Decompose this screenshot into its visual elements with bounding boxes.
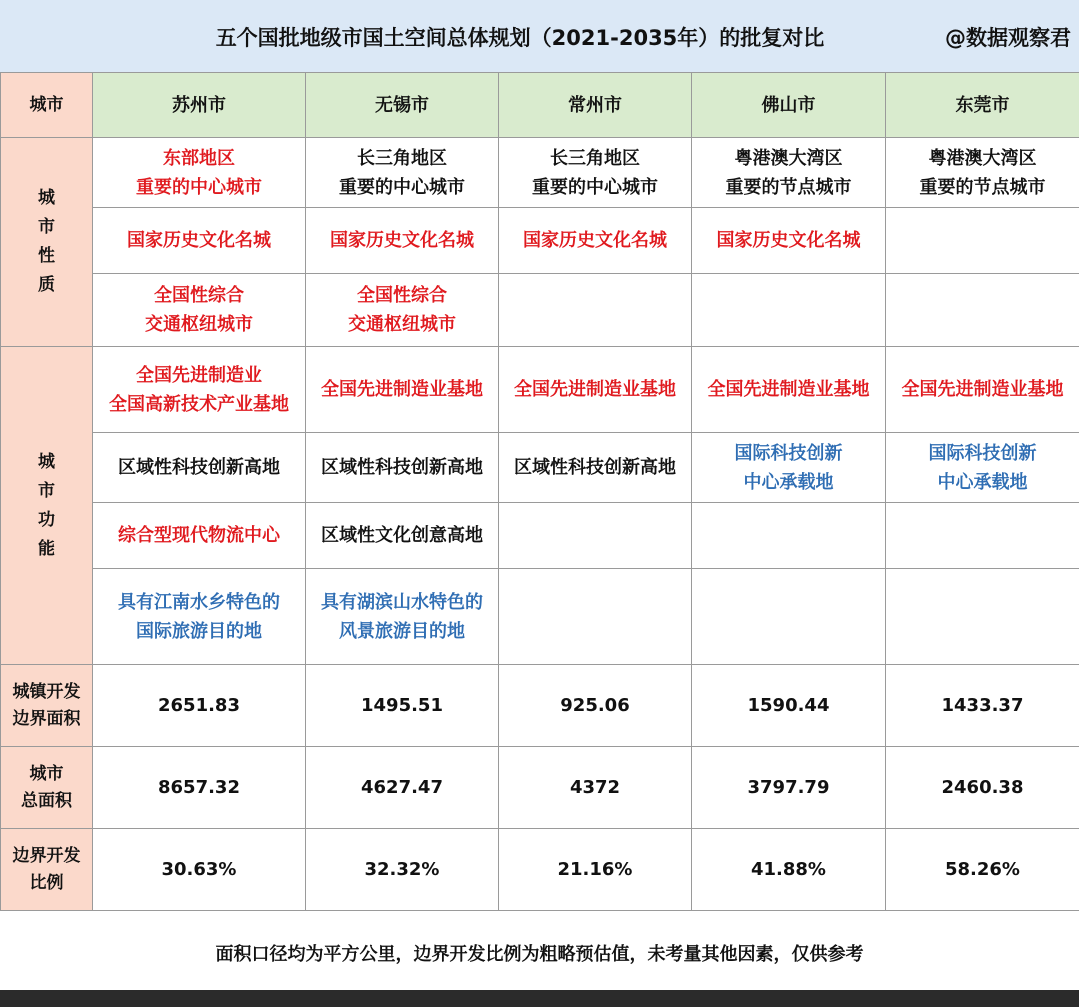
row-header-line: 边界开发 (12, 845, 81, 866)
function-cell (93, 569, 306, 665)
column-header-city: 苏州市 (93, 73, 306, 138)
function-cell-line: 区域性文化创意高地 (321, 525, 483, 546)
total-area-value: 8657.32 (93, 747, 306, 829)
column-header-city: 无锡市 (306, 73, 499, 138)
function-cell-line: 区域性科技创新高地 (514, 457, 676, 478)
nature-cell (692, 208, 886, 274)
total-area-value: 2460.38 (886, 747, 1079, 829)
function-cell-line: 风景旅游目的地 (339, 620, 465, 642)
function-cell-line: 全国先进制造业 (136, 364, 262, 386)
row-header-function-char: 能 (38, 538, 55, 559)
function-cell (306, 503, 499, 569)
nature-row (1, 208, 1079, 274)
row-header-nature-char: 市 (38, 217, 55, 237)
row-header-function-char: 市 (38, 480, 55, 501)
function-row (1, 569, 1079, 665)
nature-cell-line: 长三角地区 (357, 147, 447, 169)
nature-cell-line: 国家历史文化名城 (716, 230, 861, 251)
nature-cell-line: 长三角地区 (550, 147, 640, 169)
row-header-function-char: 城 (38, 451, 55, 472)
function-cell-line: 区域性科技创新高地 (118, 457, 280, 478)
function-cell (93, 347, 306, 433)
nature-cell-line: 重要的中心城市 (532, 176, 658, 198)
nature-cell-line: 国家历史文化名城 (523, 230, 667, 251)
function-cell-line: 具有湖滨山水特色的 (321, 591, 483, 613)
dev-boundary-row (1, 665, 1079, 747)
nature-cell (499, 274, 692, 347)
row-header-nature-char: 性 (38, 246, 55, 266)
ratio-value: 58.26% (886, 829, 1079, 911)
function-cell (692, 569, 886, 665)
function-cell-line: 全国先进制造业基地 (321, 379, 483, 400)
function-cell-line: 国际旅游目的地 (136, 620, 262, 642)
nature-cell-line: 粤港澳大湾区 (734, 147, 843, 169)
function-cell-line: 中心承载地 (743, 471, 834, 493)
footer-note: 面积口径均为平方公里，边界开发比例为粗略预估值，未考量其他因素，仅供参考 (215, 944, 864, 965)
nature-cell-line: 重要的中心城市 (136, 176, 262, 198)
dev-boundary-value: 925.06 (499, 665, 692, 747)
row-header-total-area-row (1, 747, 93, 829)
nature-cell (499, 208, 692, 274)
nature-cell-line: 国家历史文化名城 (330, 230, 474, 251)
nature-cell-line: 粤港澳大湾区 (928, 147, 1037, 169)
function-cell (306, 569, 499, 665)
function-cell-line: 综合型现代物流中心 (118, 525, 280, 546)
row-header-line: 比例 (29, 872, 64, 893)
function-cell (692, 347, 886, 433)
nature-cell (306, 208, 499, 274)
function-cell (499, 433, 692, 503)
row-header-nature (1, 138, 93, 347)
row-header-dev-boundary-row (1, 665, 93, 747)
function-row (1, 503, 1079, 569)
function-cell (886, 503, 1079, 569)
function-cell (93, 433, 306, 503)
nature-cell (692, 138, 886, 208)
row-header-function-char: 功 (38, 509, 55, 530)
nature-cell (692, 274, 886, 347)
ratio-value: 41.88% (692, 829, 886, 911)
function-cell (886, 569, 1079, 665)
function-cell-line: 区域性科技创新高地 (321, 457, 483, 478)
page-title: 五个国批地级市国土空间总体规划（2021-2035年）的批复对比 (215, 26, 825, 50)
city-header-row (1, 73, 1079, 138)
function-cell (499, 347, 692, 433)
total-area-value: 4372 (499, 747, 692, 829)
nature-row (1, 138, 1079, 208)
function-cell-line: 国际科技创新 (928, 442, 1037, 464)
total-area-value: 4627.47 (306, 747, 499, 829)
ratio-value: 30.63% (93, 829, 306, 911)
function-cell (306, 347, 499, 433)
function-cell-line: 国际科技创新 (734, 442, 843, 464)
watermark: @数据观察君 (945, 26, 1071, 50)
total-area-value: 3797.79 (692, 747, 886, 829)
function-cell-line: 具有江南水乡特色的 (118, 591, 280, 613)
nature-cell-line: 重要的中心城市 (339, 176, 465, 198)
nature-cell (93, 208, 306, 274)
row-header-line: 边界面积 (12, 708, 81, 729)
dev-boundary-value: 2651.83 (93, 665, 306, 747)
dev-boundary-value: 1590.44 (692, 665, 886, 747)
comparison-table (0, 72, 1079, 911)
ratio-row (1, 829, 1079, 911)
nature-cell (306, 274, 499, 347)
nature-cell (886, 274, 1079, 347)
column-header-city: 东莞市 (886, 73, 1079, 138)
function-cell-line: 全国先进制造业基地 (514, 379, 676, 400)
ratio-value: 21.16% (499, 829, 692, 911)
nature-cell-line: 国家历史文化名城 (127, 230, 271, 251)
function-cell (692, 503, 886, 569)
ratio-value: 32.32% (306, 829, 499, 911)
row-header-nature-char: 城 (38, 188, 55, 208)
function-cell (886, 433, 1079, 503)
nature-cell-line: 交通枢纽城市 (145, 314, 253, 335)
nature-cell-line: 重要的节点城市 (725, 176, 852, 198)
nature-cell-line: 全国性综合 (154, 285, 244, 306)
row-header-ratio-row (1, 829, 93, 911)
nature-cell-line: 东部地区 (163, 147, 235, 169)
function-cell (499, 503, 692, 569)
nature-cell-line: 全国性综合 (357, 285, 447, 306)
column-header-city: 佛山市 (692, 73, 886, 138)
nature-cell (886, 208, 1079, 274)
nature-cell (93, 138, 306, 208)
row-header-line: 总面积 (21, 790, 72, 811)
dev-boundary-value: 1433.37 (886, 665, 1079, 747)
row-header-city: 城市 (1, 73, 93, 138)
nature-cell (306, 138, 499, 208)
function-row (1, 433, 1079, 503)
function-cell (499, 569, 692, 665)
row-header-line: 城市 (29, 763, 64, 784)
function-cell (93, 503, 306, 569)
function-cell (886, 347, 1079, 433)
nature-cell-line: 重要的节点城市 (919, 176, 1046, 198)
function-row (1, 347, 1079, 433)
function-cell-line: 全国先进制造业基地 (901, 379, 1064, 400)
function-cell-line: 中心承载地 (937, 471, 1028, 493)
function-cell-line: 全国先进制造业基地 (707, 379, 870, 400)
row-header-line: 城镇开发 (12, 681, 81, 702)
row-header-function (1, 347, 93, 665)
total-area-row (1, 747, 1079, 829)
title-bar (0, 0, 1079, 73)
function-cell (306, 433, 499, 503)
nature-cell (93, 274, 306, 347)
nature-cell (886, 138, 1079, 208)
function-cell (692, 433, 886, 503)
nature-row (1, 274, 1079, 347)
function-cell-line: 全国高新技术产业基地 (109, 393, 289, 415)
row-header-nature-char: 质 (38, 275, 55, 295)
dev-boundary-value: 1495.51 (306, 665, 499, 747)
nature-cell (499, 138, 692, 208)
column-header-city: 常州市 (499, 73, 692, 138)
nature-cell-line: 交通枢纽城市 (348, 314, 456, 335)
